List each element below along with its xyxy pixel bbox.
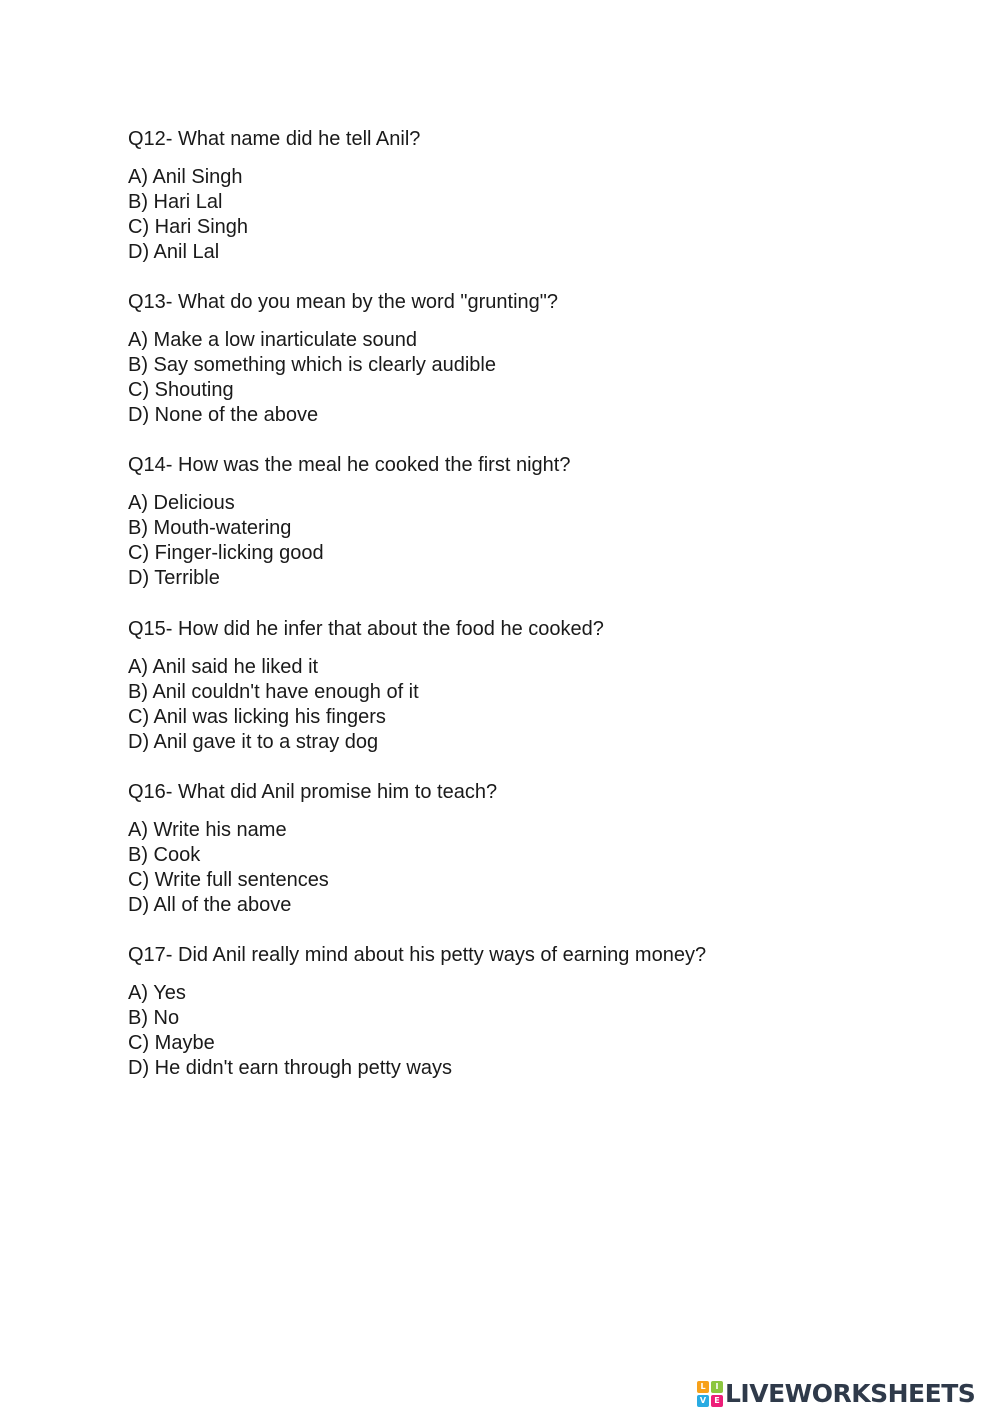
logo-tile-v: V <box>697 1395 709 1407</box>
option-b: B) Hari Lal <box>128 191 223 213</box>
logo-tile-e: E <box>711 1395 723 1407</box>
option-b: B) Mouth-watering <box>128 517 292 539</box>
option-d: D) All of the above <box>128 894 292 916</box>
option-a: A) Make a low inarticulate sound <box>128 329 418 351</box>
question-text: Q16- What did Anil promise him to teach? <box>128 781 498 803</box>
option-a: A) Anil Singh <box>128 166 243 188</box>
option-b: B) Cook <box>128 844 201 866</box>
logo-tiles-icon <box>697 1381 723 1407</box>
option-d: D) Anil gave it to a stray dog <box>128 731 379 753</box>
question-block-q15 <box>128 617 968 755</box>
question-text: Q17- Did Anil really mind about his petty ways of earning money? <box>128 944 707 966</box>
option-list <box>128 491 968 591</box>
option-list <box>128 981 968 1081</box>
option-a: A) Write his name <box>128 819 287 841</box>
option-c: C) Finger-licking good <box>128 542 324 564</box>
option-a: A) Delicious <box>128 492 235 514</box>
question-text: Q15- How did he infer that about the food he cooked? <box>128 618 604 640</box>
question-text: Q12- What name did he tell Anil? <box>128 128 421 150</box>
question-block-q17 <box>128 943 968 1081</box>
question-block-q13 <box>128 290 968 428</box>
option-c: C) Hari Singh <box>128 216 249 238</box>
question-block-q14 <box>128 453 968 591</box>
question-text: Q14- How was the meal he cooked the first night? <box>128 454 571 476</box>
logo-tile-i: I <box>711 1381 723 1393</box>
logo-text: LIVEWORKSHEETS <box>725 1379 976 1408</box>
option-c: C) Shouting <box>128 379 234 401</box>
option-d: D) Terrible <box>128 567 220 589</box>
option-d: D) He didn't earn through petty ways <box>128 1057 452 1079</box>
liveworksheets-logo[interactable] <box>697 1381 975 1407</box>
option-c: C) Maybe <box>128 1032 215 1054</box>
option-list <box>128 655 968 755</box>
option-d: D) None of the above <box>128 404 319 426</box>
option-b: B) Anil couldn't have enough of it <box>128 681 419 703</box>
question-block-q12 <box>128 127 968 265</box>
option-c: C) Write full sentences <box>128 869 329 891</box>
question-text: Q13- What do you mean by the word "grunting"? <box>128 291 558 313</box>
option-b: B) No <box>128 1007 180 1029</box>
option-a: A) Yes <box>128 982 186 1004</box>
logo-tile-l: L <box>697 1381 709 1393</box>
option-b: B) Say something which is clearly audible <box>128 354 496 376</box>
option-d: D) Anil Lal <box>128 241 220 263</box>
option-list <box>128 818 968 918</box>
question-block-q16 <box>128 780 968 918</box>
option-a: A) Anil said he liked it <box>128 656 319 678</box>
option-list <box>128 328 968 428</box>
option-list <box>128 165 968 265</box>
option-c: C) Anil was licking his fingers <box>128 706 386 728</box>
